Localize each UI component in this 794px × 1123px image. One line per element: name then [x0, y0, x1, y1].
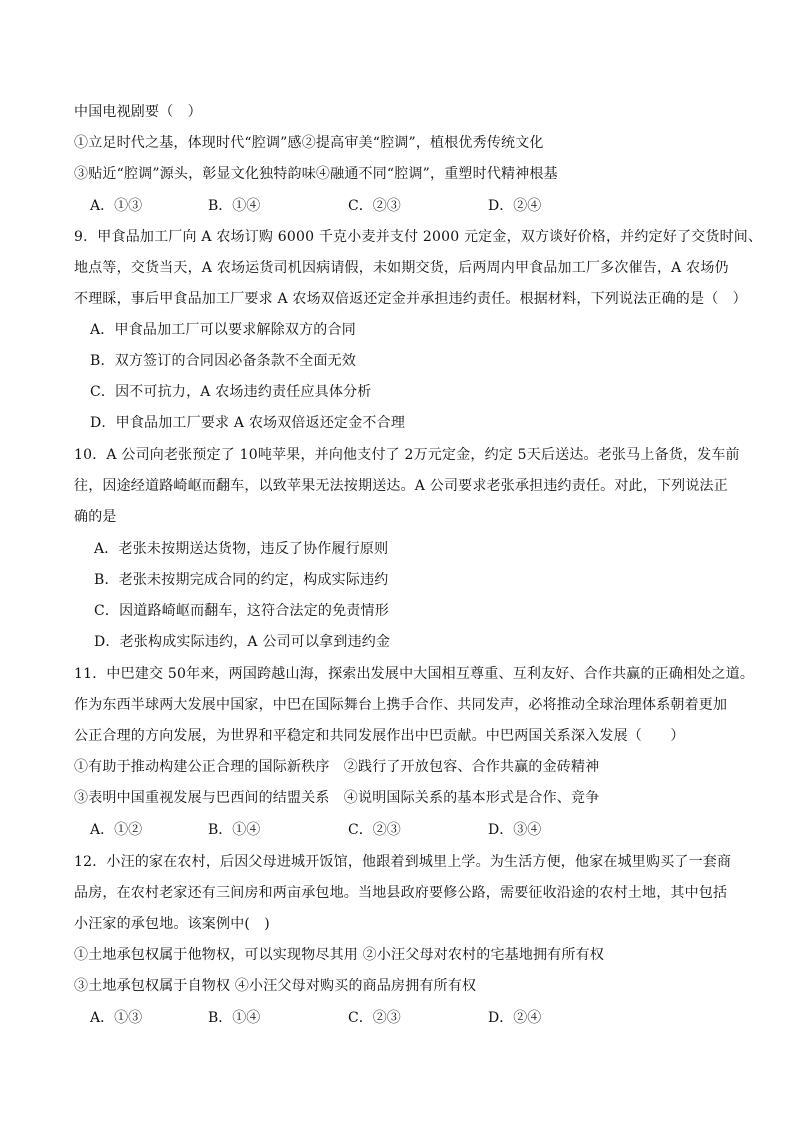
q11-item-1: ①有助于推动构建公正合理的国际新秩序 ②践行了开放包容、合作共赢的金砖精神: [74, 759, 600, 775]
q11-option-b[interactable]: B．①④: [208, 822, 261, 838]
q9-stem-line-1: 9．甲食品加工厂向 A 农场订购 6000 千克小麦并支付 2000 元定金，双方谈好价格，并约定好了交货时间、: [74, 229, 763, 245]
q12-stem-line-2: 品房，在农村老家还有三间房和两亩承包地。当地县政府要修公路，需要征收沿途的农村土地，其中包括: [74, 885, 728, 901]
q10-option-d[interactable]: D．老张构成实际违约，A 公司可以拿到违约金: [94, 634, 391, 650]
q8-option-a[interactable]: A．①③: [90, 198, 143, 214]
q9-option-d[interactable]: D．甲食品加工厂要求 A 农场双倍返还定金不合理: [90, 415, 406, 431]
q12-option-c[interactable]: C．②③: [348, 1010, 401, 1026]
q12-stem-line-1: 12．小汪的家在农村，后因父母进城开饭馆，他跟着到城里上学。为生活方便，他家在城里购买了一套商: [74, 854, 732, 870]
q8-options: [90, 195, 541, 217]
q12-options: [90, 1007, 541, 1029]
q9-stem-line-2: 地点等，交货当天，A 农场运货司机因病请假，未如期交货，后两周内甲食品加工厂多次催告，A 农场仍: [74, 260, 729, 276]
q12-option-a[interactable]: A．①③: [90, 1010, 143, 1026]
q11-item-2: ③表明中国重视发展与巴西间的结盟关系 ④说明国际关系的基本形式是合作、竞争: [74, 790, 600, 806]
q8-option-d[interactable]: D．②④: [488, 198, 542, 214]
q11-stem-line-2: 作为东西半球两大发展中国家，中巴在国际舞台上携手合作、共同发声，必将推动全球治理体系朝着更加: [74, 697, 728, 713]
q11-option-d[interactable]: D．③④: [488, 822, 542, 838]
q8-stem-tail: 中国电视剧要（ ）: [74, 104, 202, 120]
q10-stem-line-1: 10．A 公司向老张预定了 10吨苹果，并向他支付了 2万元定金，约定 5天后送达。老张马上备货，发车前: [74, 447, 740, 463]
q10-stem-line-2: 往，因途经道路崎岖而翻车，以致苹果无法按期送达。A 公司要求老张承担违约责任。对此，下列说法正: [74, 478, 728, 494]
q11-option-a[interactable]: A．①②: [90, 822, 143, 838]
q8-item-1: ①立足时代之基，体现时代“腔调”感②提高审美“腔调”，植根优秀传统文化: [74, 135, 544, 151]
q8-item-2: ③贴近“腔调”源头，彰显文化独特韵味④融通不同“腔调”，重塑时代精神根基: [74, 166, 558, 182]
q10-option-b[interactable]: B．老张未按期完成合同的约定，构成实际违约: [94, 572, 389, 588]
q9-option-a[interactable]: A．甲食品加工厂可以要求解除双方的合同: [90, 322, 356, 338]
q10-stem-line-3: 确的是: [74, 509, 117, 525]
q9-option-c[interactable]: C．因不可抗力，A 农场违约责任应具体分析: [90, 384, 372, 400]
q11-stem-line-3: 公正合理的方向发展，为世界和平稳定和共同发展作出中巴贡献。中巴两国关系深入发展（ ）: [74, 728, 685, 744]
q11-option-c[interactable]: C．②③: [348, 822, 401, 838]
q10-option-a[interactable]: A．老张未按期送达货物，违反了协作履行原则: [94, 541, 389, 557]
q8-option-b[interactable]: B．①④: [208, 198, 261, 214]
q11-stem-line-1: 11．中巴建交 50年来，两国跨越山海，探索出发展中大国相互尊重、互利友好、合作共赢的正确相处之道。: [74, 666, 755, 682]
q10-option-c[interactable]: C．因道路崎岖而翻车，这符合法定的免责情形: [94, 603, 389, 619]
q12-stem-line-3: 小汪家的承包地。该案例中( ): [74, 916, 270, 932]
q8-option-c[interactable]: C．②③: [348, 198, 401, 214]
q12-option-d[interactable]: D．②④: [488, 1010, 542, 1026]
q12-item-2: ③土地承包权属于自物权 ④小汪父母对购买的商品房拥有所有权: [74, 978, 477, 994]
q12-option-b[interactable]: B．①④: [208, 1010, 261, 1026]
q11-options: [90, 819, 541, 841]
q9-stem-line-3: 不理睬，事后甲食品加工厂要求 A 农场双倍返还定金并承担违约责任。根据材料，下列说法正确的是（ ）: [74, 291, 747, 307]
q9-option-b[interactable]: B．双方签订的合同因必备条款不全面无效: [90, 353, 357, 369]
q12-item-1: ①土地承包权属于他物权，可以实现物尽其用 ②小汪父母对农村的宅基地拥有所有权: [74, 947, 605, 963]
